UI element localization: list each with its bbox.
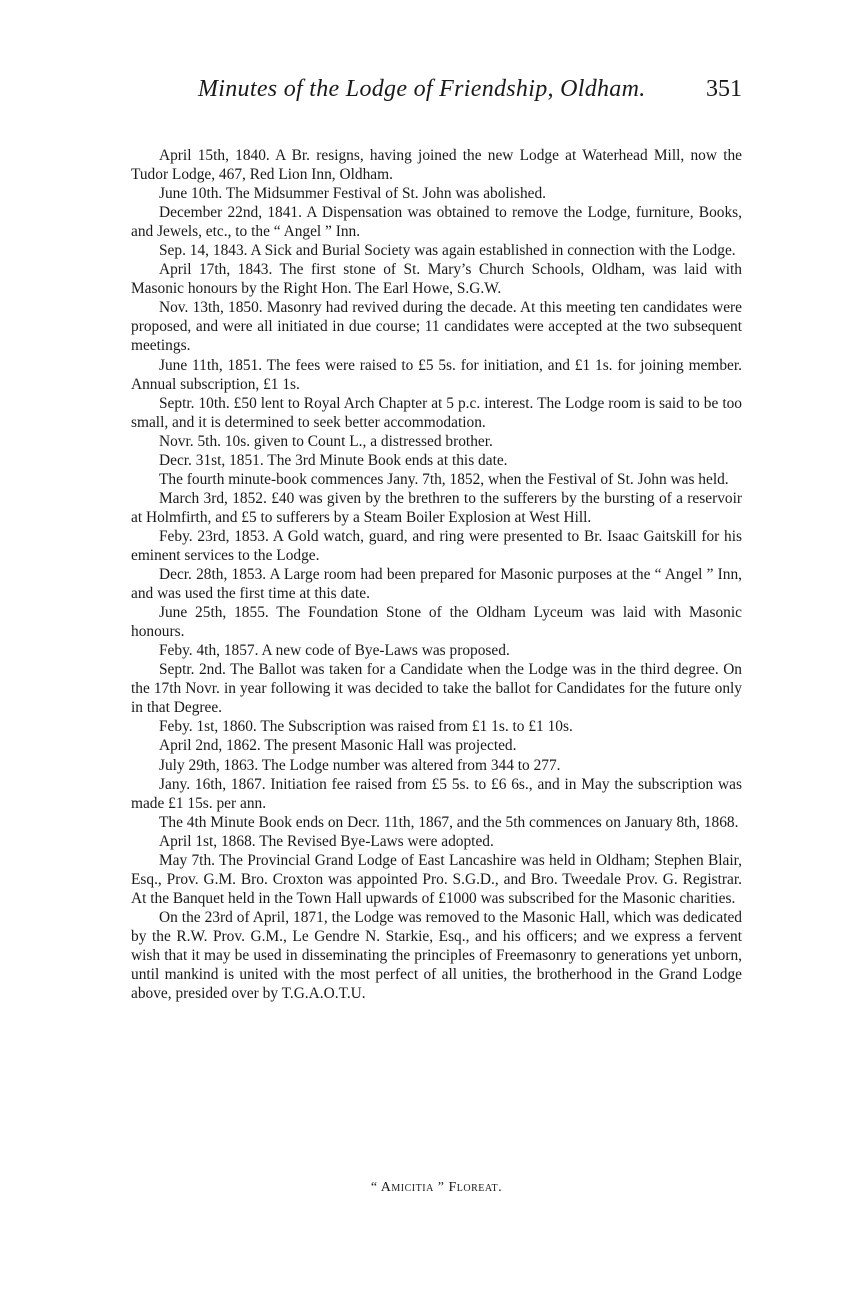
paragraph: The fourth minute-book commences Jany. 7th, 1852, when the Festival of St. John was held. [159,470,729,488]
paragraph: Nov. 13th, 1850. Masonry had revived during the decade. At this meeting ten candidates were proposed, and were all initiated in due course; 11 candidates were accepted at the two subsequent meetings. [131,299,742,355]
paragraph: Novr. 5th. 10s. given to Count L., a distressed brother. [159,432,493,450]
paragraph: July 29th, 1863. The Lodge number was altered from 344 to 277. [159,756,561,774]
paragraph: April 2nd, 1862. The present Masonic Hall was projected. [159,737,517,755]
paragraph: Jany. 16th, 1867. Initiation fee raised from £5 5s. to £6 6s., and in May the subscription was made £1 15s. per ann. [131,775,742,812]
header-title: Minutes of the Lodge of Friendship, Oldham. [198,76,646,102]
paragraph: May 7th. The Provincial Grand Lodge of East Lancashire was held in Oldham; Stephen Blair, Esq., Prov. G.M. Bro. Croxton was appointed Pro. S.G.D., and Bro. Tweedale Prov. G. Registrar. At the Banquet held in the Town Hall upwards of £1000 was subscribed for the Masonic charities. [131,851,742,907]
paragraph: Septr. 2nd. The Ballot was taken for a Candidate when the Lodge was in the third degree. On the 17th Novr. in year following it was decided to take the ballot for Candidates for the future only in that Degree. [131,661,742,717]
closing-motto: “ Amicitia ” Floreat. [370,1180,503,1195]
paragraph: April 15th, 1840. A Br. resigns, having joined the new Lodge at Waterhead Mill, now the Tudor Lodge, 467, Red Lion Inn, Oldham. [131,147,742,184]
paragraph: Feby. 4th, 1857. A new code of Bye-Laws was proposed. [159,642,510,660]
paragraph: The 4th Minute Book ends on Decr. 11th, 1867, and the 5th commences on January 8th, 1868. [159,813,739,831]
paragraph: Feby. 23rd, 1853. A Gold watch, guard, and ring were presented to Br. Isaac Gaitskill for his eminent services to the Lodge. [131,527,742,564]
paragraph: Feby. 1st, 1860. The Subscription was raised from £1 1s. to £1 10s. [159,718,573,736]
paragraph: April 1st, 1868. The Revised Bye-Laws were adopted. [159,832,494,850]
paragraph: Sep. 14, 1843. A Sick and Burial Society was again established in connection with the Lodge. [159,242,736,260]
paragraph: March 3rd, 1852. £40 was given by the brethren to the sufferers by the bursting of a reservoir at Holmfirth, and £5 to sufferers by a Steam Boiler Explosion at West Hill. [131,489,742,526]
paragraph: Septr. 10th. £50 lent to Royal Arch Chapter at 5 p.c. interest. The Lodge room is said to be too small, and it is determined to seek better accommodation. [131,394,742,431]
paragraph: June 11th, 1851. The fees were raised to £5 5s. for initiation, and £1 1s. for joining member. Annual subscription, £1 1s. [131,356,742,393]
page-number: 351 [706,76,742,102]
paragraph: Decr. 31st, 1851. The 3rd Minute Book ends at this date. [159,451,508,469]
paragraph: June 25th, 1855. The Foundation Stone of the Oldham Lyceum was laid with Masonic honours. [131,604,742,641]
body-text [131,146,742,1003]
paragraph: December 22nd, 1841. A Dispensation was obtained to remove the Lodge, furniture, Books, and Jewels, etc., to the “ Angel ” Inn. [131,204,742,241]
paragraph: April 17th, 1843. The first stone of St. Mary’s Church Schools, Oldham, was laid with Masonic honours by the Right Hon. The Earl Howe, S.G.W. [131,261,742,298]
paragraph: June 10th. The Midsummer Festival of St. John was abolished. [159,185,547,203]
running-header [130,76,742,112]
paragraph: On the 23rd of April, 1871, the Lodge was removed to the Masonic Hall, which was dedicated by the R.W. Prov. G.M., Le Gendre N. Starkie, Esq., and his officers; and we express a fervent wish that it may be used in disseminating the principles of Freemasonry to generations yet unborn, until mankind is united with the most perfect of all unities, the brotherhood in the Grand Lodge above, presided over by T.G.A.O.T.U. [131,908,742,1003]
paragraph: Decr. 28th, 1853. A Large room had been prepared for Masonic purposes at the “ Angel ” Inn, and was used the first time at this date. [131,566,742,603]
